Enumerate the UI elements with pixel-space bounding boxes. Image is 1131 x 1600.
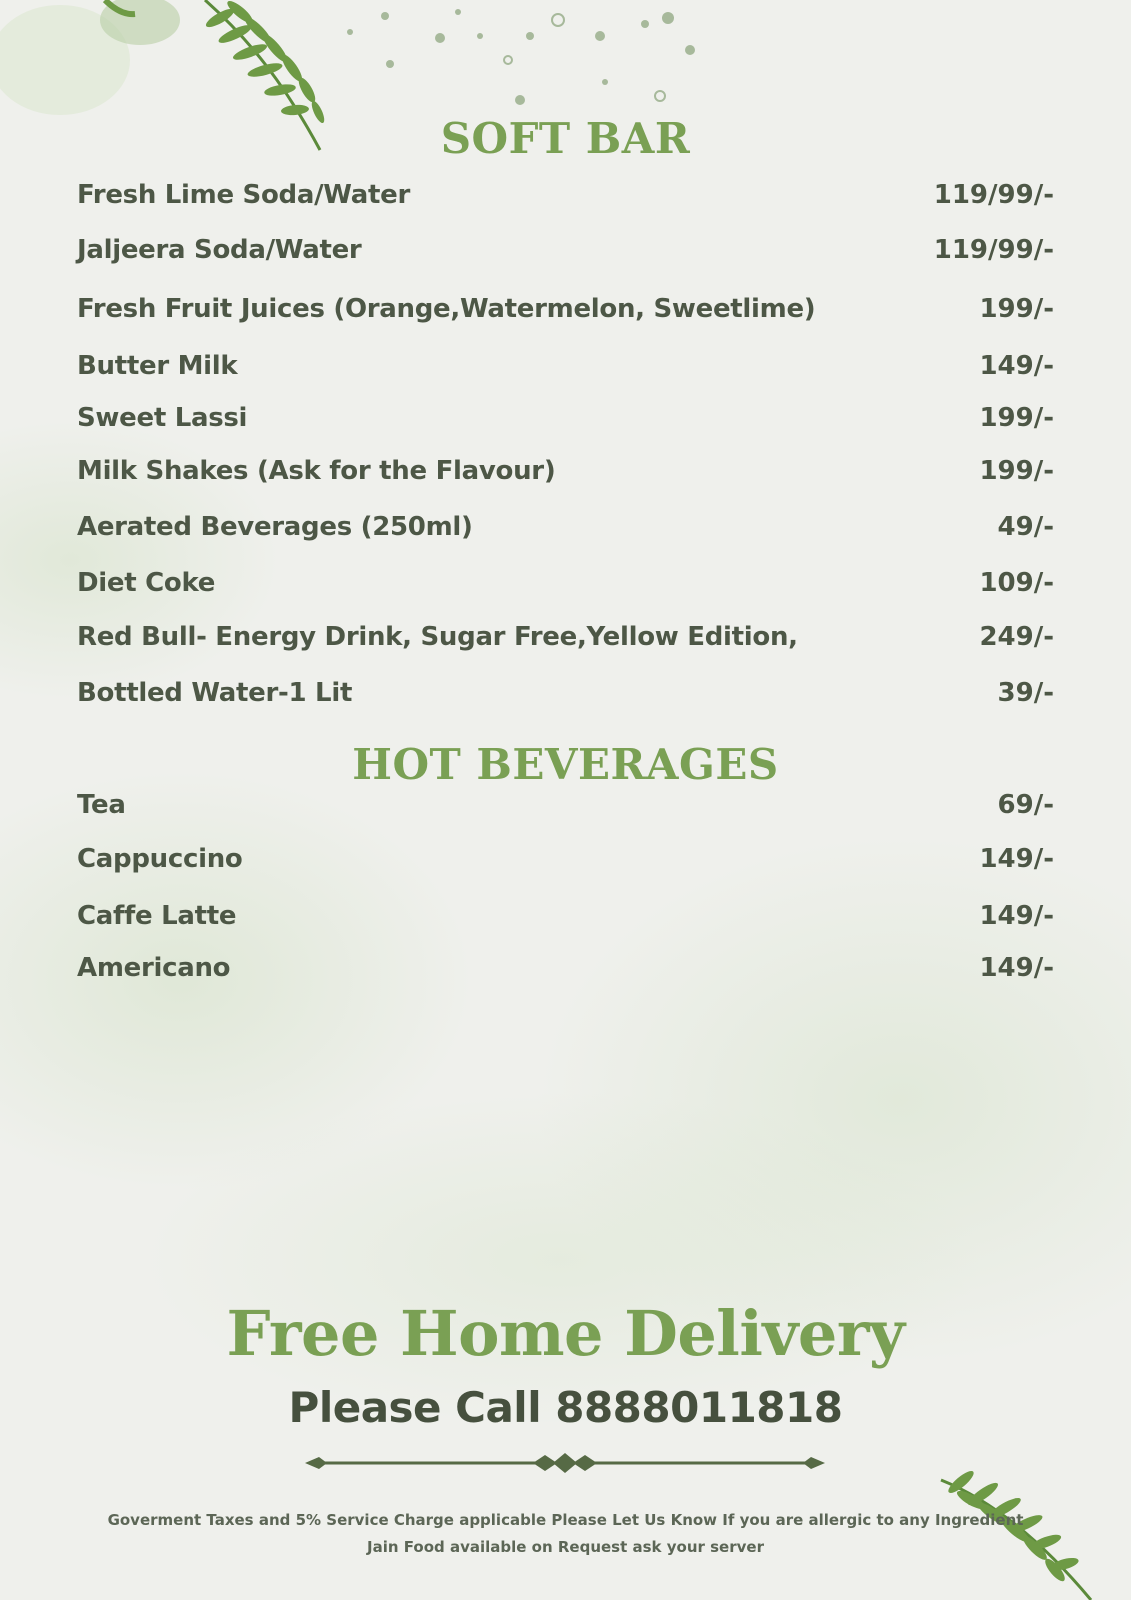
item-name: Caffe Latte <box>77 901 237 931</box>
menu-item <box>77 403 1054 443</box>
menu-item <box>77 844 1054 884</box>
item-name: Aerated Beverages (250ml) <box>77 512 473 542</box>
item-name: Cappuccino <box>77 844 243 874</box>
item-name: Sweet Lassi <box>77 403 248 433</box>
delivery-title: Free Home Delivery <box>226 1297 905 1370</box>
menu-item <box>77 235 1054 275</box>
item-price: 109/- <box>979 568 1054 598</box>
section-title-hot-beverages: HOT BEVERAGES <box>352 740 779 789</box>
item-price: 119/99/- <box>933 235 1054 265</box>
item-price: 149/- <box>979 351 1054 381</box>
item-name: Fresh Lime Soda/Water <box>77 180 410 210</box>
menu-item <box>77 953 1054 993</box>
menu-item <box>77 622 1054 662</box>
item-name: Jaljeera Soda/Water <box>77 235 362 265</box>
section-title-soft-bar: SOFT BAR <box>440 114 691 163</box>
item-price: 39/- <box>997 678 1054 708</box>
menu-item <box>77 568 1054 608</box>
dots-decoration-icon <box>330 0 750 120</box>
menu-item <box>77 180 1054 220</box>
item-name: Bottled Water-1 Lit <box>77 678 353 708</box>
item-price: 119/99/- <box>933 180 1054 210</box>
item-price: 199/- <box>979 456 1054 486</box>
menu-item <box>77 790 1054 830</box>
item-name: Fresh Fruit Juices (Orange,Watermelon, Sweetlime) <box>77 294 816 324</box>
delivery-phone: Please Call 8888011818 <box>288 1383 843 1432</box>
footer-note: Goverment Taxes and 5% Service Charge applicable Please Let Us Know If you are allergic to any Ingredient <box>107 1511 1024 1529</box>
item-price: 199/- <box>979 403 1054 433</box>
item-name: Red Bull- Energy Drink, Sugar Free,Yellow Edition, <box>77 622 798 652</box>
menu-item <box>77 512 1054 552</box>
footer-note: Jain Food available on Request ask your server <box>367 1538 764 1556</box>
item-name: Milk Shakes (Ask for the Flavour) <box>77 456 556 486</box>
menu-item <box>77 456 1054 496</box>
menu-item <box>77 294 1054 334</box>
item-price: 249/- <box>979 622 1054 652</box>
item-name: Tea <box>77 790 126 820</box>
item-price: 49/- <box>997 512 1054 542</box>
fern-leaf-icon <box>931 1460 1131 1600</box>
item-price: 149/- <box>979 953 1054 983</box>
item-price: 69/- <box>997 790 1054 820</box>
menu-item <box>77 351 1054 391</box>
item-name: Diet Coke <box>77 568 216 598</box>
item-name: Americano <box>77 953 231 983</box>
item-price: 149/- <box>979 844 1054 874</box>
item-price: 149/- <box>979 901 1054 931</box>
menu-item <box>77 678 1054 718</box>
menu-item <box>77 901 1054 941</box>
item-name: Butter Milk <box>77 351 238 381</box>
ornamental-divider-icon <box>305 1448 825 1478</box>
item-price: 199/- <box>979 294 1054 324</box>
